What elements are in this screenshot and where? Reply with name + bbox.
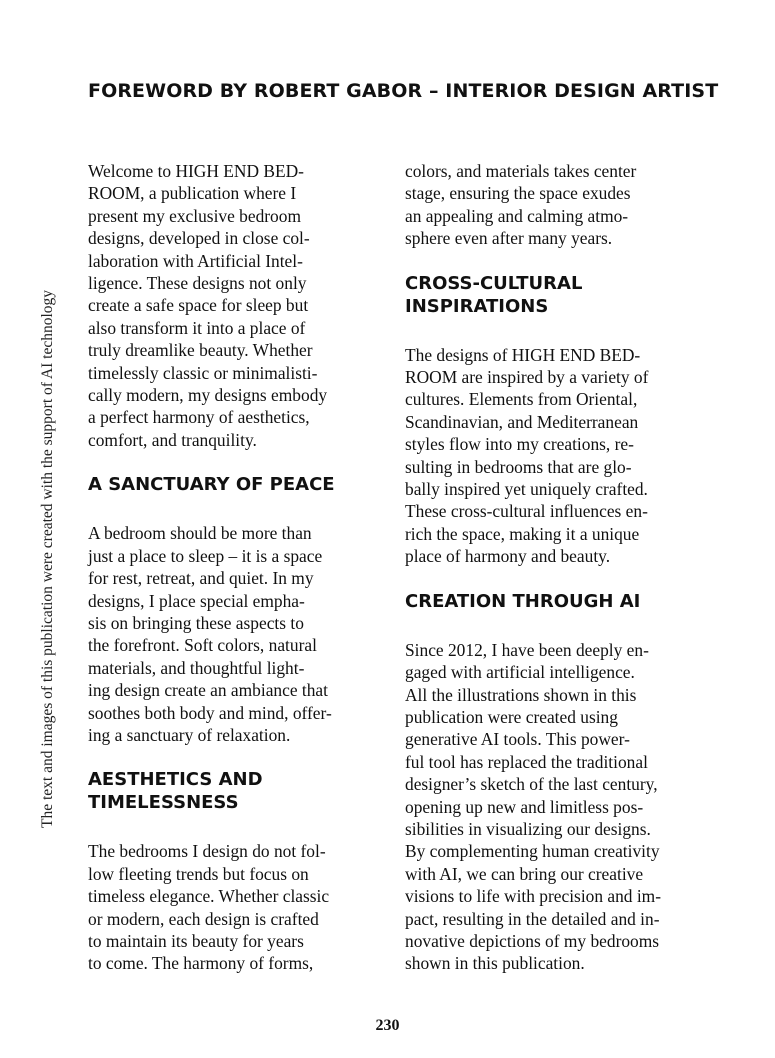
aesthetics-paragraph: The bedrooms I design do not fol- low fleeting trends but focus on timeless elegance. Whether classic or modern, each design is crafted to maintain its beauty for years to come. The harmony of forms, [88,841,330,974]
left-column [88,160,383,975]
page-title: FOREWORD BY ROBERT GABOR – INTERIOR DESIGN ARTIST [88,80,719,102]
section-heading-aesthetics: AESTHETICS AND TIMELESSNESS [88,769,263,814]
sanctuary-paragraph: A bedroom should be more than just a place to sleep – it is a space for rest, retreat, and quiet. In my designs, I place special empha- sis on bringing these aspects to the forefront. Soft colors, natural materials, and thoughtful light- ing design create an ambiance that soothes both body and mind, offer- ing a sanctuary of relaxation. [88,523,332,745]
intro-paragraph: Welcome to HIGH END BED- ROOM, a publication where I present my exclusive bedroom designs, developed in close col- laboration with Artificial Intel- ligence. These designs not only create a safe space for sleep but also transform it into a place of truly dreamlike beauty. Whether timelessly classic or minimalisti- cally modern, my designs embody a perfect harmony of aesthetics, comfort, and tranquility. [88,161,328,450]
section-heading-sanctuary: A SANCTUARY OF PEACE [88,474,335,496]
cross-cultural-paragraph: The designs of HIGH END BED- ROOM are inspired by a variety of cultures. Elements from Oriental, Scandinavian, and Mediterranean styles flow into my creations, re- sulting in bedrooms that are glo- bally inspired yet uniquely crafted. These cross-cultural influences en- rich the space, making it a unique place of harmony and beauty. [405,344,649,567]
section-heading-ai-creation: CREATION THROUGH AI [405,590,641,612]
ai-creation-paragraph: Since 2012, I have been deeply en- gaged with artificial intelligence. All the illustrations shown in this publication were created using generative AI tools. This power- ful tool has replaced the traditional designer’s sketch of the last century, opening up new and limitless pos- sibilities in visualizing our designs. By complementing human creativity with AI, we can bring our creative visions to life with precision and im- pact, resulting in the detailed and in- novative depictions of my bedrooms shown in this publication. [405,639,661,974]
section-heading-cross-cultural: CROSS-CULTURAL INSPIRATIONS [405,272,583,317]
page-number: 230 [375,1017,400,1034]
ai-disclaimer-side-note: The text and images of this publication were created with the support of AI technology [39,289,56,828]
aesthetics-continuation-paragraph: colors, and materials takes center stage, ensuring the space exudes an appealing and calming atmo- sphere even after many years. [405,161,637,249]
right-column [405,160,700,975]
